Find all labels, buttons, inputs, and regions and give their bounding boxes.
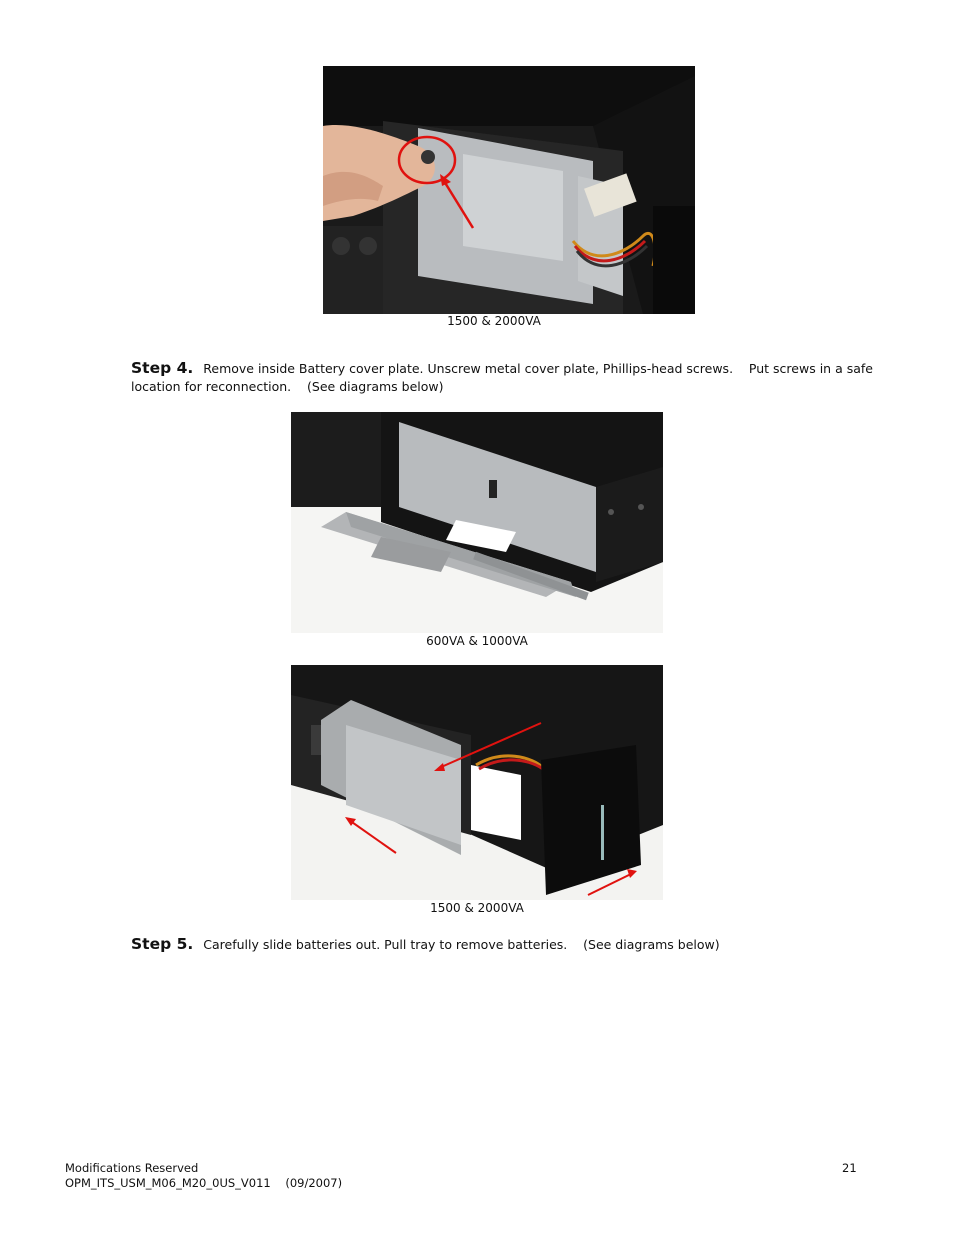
step-5-instruction [131, 935, 891, 954]
footer-left [65, 1161, 342, 1191]
step-5-label: Step 5. [131, 935, 194, 953]
photo-caption-1: 1500 & 2000VA [447, 314, 541, 328]
step-4-label: Step 4. [131, 359, 194, 377]
page-number: 21 [842, 1161, 857, 1175]
photo-caption-3: 1500 & 2000VA [430, 901, 524, 915]
photo-battery-cover-1500-2000va [323, 66, 695, 314]
step-5-text: Carefully slide batteries out. Pull tray to remove batteries. (See diagrams below) [203, 937, 720, 952]
step-4-text: Remove inside Battery cover plate. Unscrew metal cover plate, Phillips-head screws. Put screws in a safe location for reconnection. (See diagrams below) [131, 361, 877, 394]
photo-battery-cover-600-1000va [291, 412, 663, 633]
step-4-instruction [131, 359, 891, 396]
footer-document-id: OPM_ITS_USM_M06_M20_0US_V011 (09/2007) [65, 1176, 343, 1190]
photo-battery-cover-removal-1500-2000va [291, 665, 663, 900]
photo-caption-2: 600VA & 1000VA [426, 634, 528, 648]
footer-modifications: Modifications Reserved [65, 1161, 199, 1175]
